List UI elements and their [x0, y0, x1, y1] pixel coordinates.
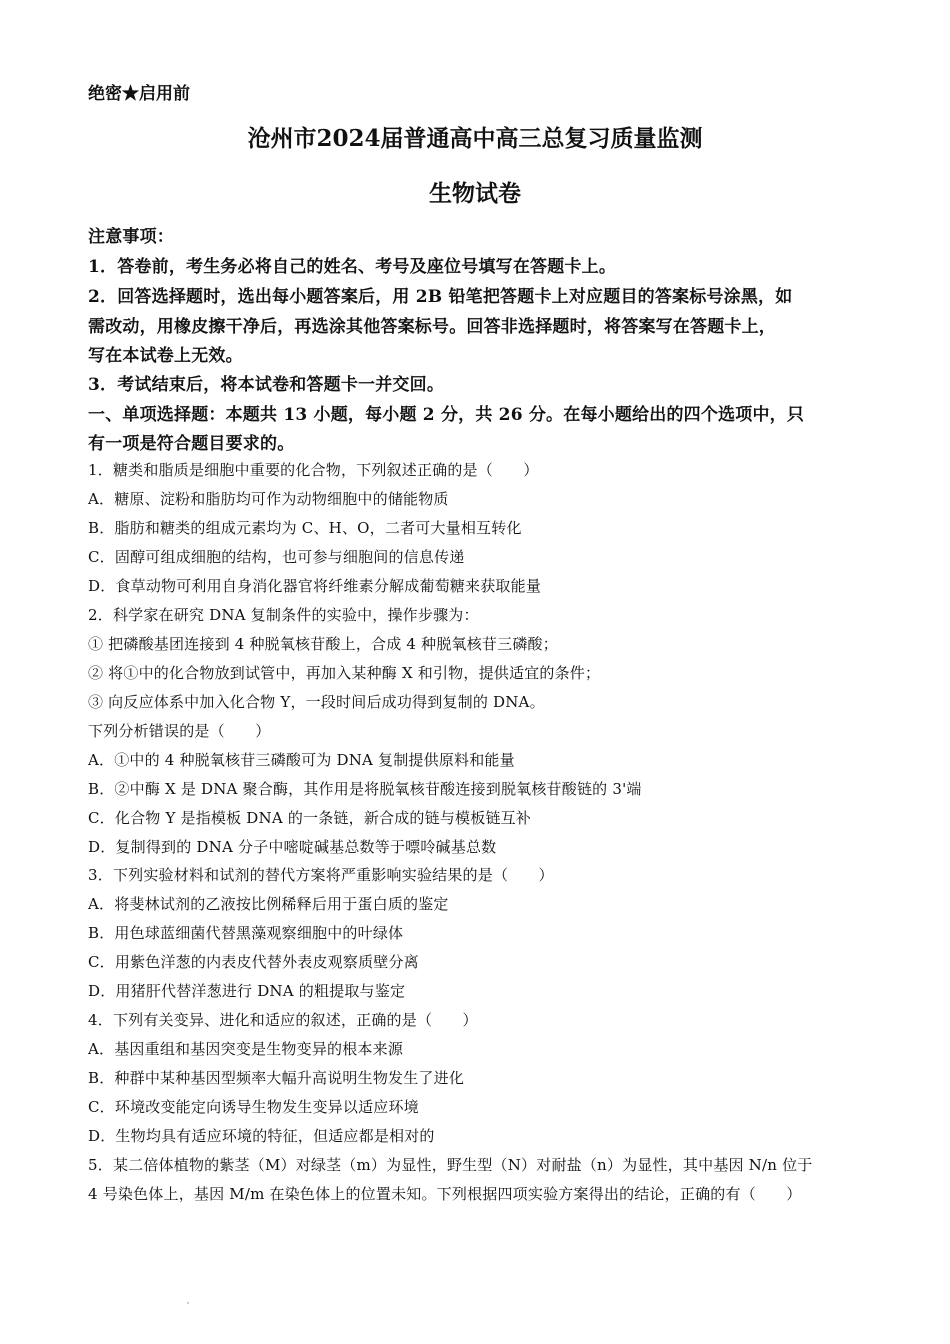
question-line: 下列分析错误的是（ ）: [88, 722, 271, 740]
question-line: C．用紫色洋葱的内表皮代替外表皮观察质壁分离: [88, 953, 419, 971]
question-line: ① 把磷酸基团连接到 4 种脱氧核苷酸上，合成 4 种脱氧核苷三磷酸；: [88, 635, 558, 653]
question-line: D．生物均具有适应环境的特征，但适应都是相对的: [88, 1127, 435, 1145]
notice-item: 需改动，用橡皮擦干净后，再选涂其他答案标号。回答非选择题时，将答案写在答题卡上，: [88, 317, 776, 337]
exam-title: 沧州市2024届普通高中高三总复习质量监测: [247, 125, 703, 152]
section-heading: 有一项是符合题目要求的。: [88, 434, 295, 454]
notice-heading: 注意事项：: [88, 227, 174, 247]
question-line: B．种群中某种基因型频率大幅升高说明生物发生了进化: [88, 1069, 465, 1087]
question-line: A．将斐林试剂的乙液按比例稀释后用于蛋白质的鉴定: [88, 895, 449, 913]
notice-item: 1．答卷前，考生务必将自己的姓名、考号及座位号填写在答题卡上。: [88, 257, 617, 277]
question-line: D．用猪肝代替洋葱进行 DNA 的粗提取与鉴定: [88, 982, 406, 1000]
question-line: A．基因重组和基因突变是生物变异的根本来源: [88, 1040, 404, 1058]
question-line: 4 号染色体上，基因 M/m 在染色体上的位置未知。下列根据四项实验方案得出的结论，正确的有（ ）: [88, 1185, 802, 1203]
question-line: B．②中酶 X 是 DNA 聚合酶，其作用是将脱氧核苷酸连接到脱氧核苷酸链的 3'端: [88, 780, 642, 798]
question-line: 3．下列实验材料和试剂的替代方案将严重影响实验结果的是（ ）: [88, 866, 554, 884]
subject-title: 生物试卷: [429, 180, 521, 207]
notice-item: 2．回答选择题时，选出每小题答案后，用 2B 铅笔把答题卡上对应题目的答案标号涂黑，如: [88, 287, 793, 307]
question-line: B．用色球蓝细菌代替黑藻观察细胞中的叶绿体: [88, 924, 404, 942]
question-line: 1．糖类和脂质是细胞中重要的化合物，下列叙述正确的是（ ）: [88, 461, 539, 479]
question-line: A．①中的 4 种脱氧核苷三磷酸可为 DNA 复制提供原料和能量: [88, 751, 515, 769]
confidential-label: 绝密★启用前: [88, 84, 190, 104]
question-line: C．固醇可组成细胞的结构，也可参与细胞间的信息传递: [88, 548, 465, 566]
question-line: D．复制得到的 DNA 分子中嘧啶碱基总数等于嘌呤碱基总数: [88, 838, 497, 856]
notice-item: 3．考试结束后，将本试卷和答题卡一并交回。: [88, 375, 445, 395]
section-heading: 一、单项选择题：本题共 13 小题，每小题 2 分，共 26 分。在每小题给出的四个选项中，只: [88, 405, 805, 425]
notice-item: 写在本试卷上无效。: [88, 346, 243, 366]
question-line: B．脂肪和糖类的组成元素均为 C、H、O，二者可大量相互转化: [88, 519, 522, 537]
question-line: D．食草动物可利用自身消化器官将纤维素分解成葡萄糖来获取能量: [88, 577, 542, 595]
question-line: 5．某二倍体植物的紫茎（M）对绿茎（m）为显性，野生型（N）对耐盐（n）为显性，其中基因 N/n 位于: [88, 1156, 813, 1174]
question-line: A．糖原、淀粉和脂肪均可作为动物细胞中的储能物质: [88, 490, 449, 508]
question-line: ③ 向反应体系中加入化合物 Y，一段时间后成功得到复制的 DNA。: [88, 693, 545, 711]
question-line: 2．科学家在研究 DNA 复制条件的实验中，操作步骤为：: [88, 606, 479, 624]
question-line: 4．下列有关变异、进化和适应的叙述，正确的是（ ）: [88, 1011, 478, 1029]
page-speck: [187, 1302, 189, 1304]
question-line: C．化合物 Y 是指模板 DNA 的一条链，新合成的链与模板链互补: [88, 809, 532, 827]
question-line: ② 将①中的化合物放到试管中，再加入某种酶 X 和引物，提供适宜的条件；: [88, 664, 601, 682]
question-line: C．环境改变能定向诱导生物发生变异以适应环境: [88, 1098, 419, 1116]
